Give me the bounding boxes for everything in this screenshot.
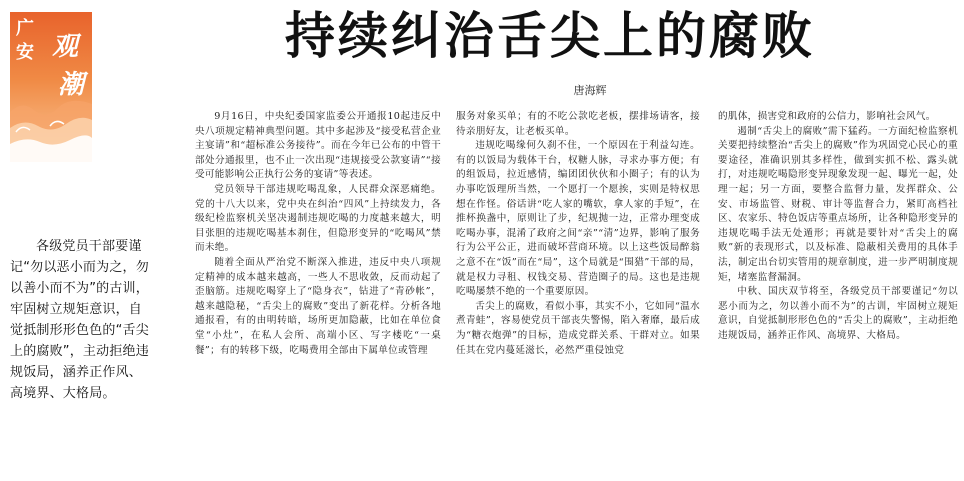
logo-char-2: 安 xyxy=(16,42,34,63)
logo-char-4: 潮 xyxy=(58,70,85,100)
paragraph: 服务对象买单；有的不吃公款吃老板，摆排场请客，接待亲朋好友，让老板买单。 xyxy=(456,111,700,137)
paragraph: 违规吃喝缘何久刹不住，一个原因在于利益勾连。有的以饭局为载体干台，权糖人脉，寻求办事方便；有的组饭局，拉近感情，编团团伙伙和小圈子；有的认为办事吃饭理所当然，一个愿打一个愿挨，实则是特权思想在作怪。俗话讲“吃人家的嘴软，拿人家的手短”，在推杯换盏中，原则让了步，纪规抛一边，正常办理变成吃喝办事，混淆了政府之间“亲”“清”边界，影响了服务行为公平公正，进而破坏营商环境。以上这些饭局醉翁之意不在“饭”而在“局”，这个局就是“围猎”干部的局，就是权力寻租、权钱交易、营造圈子的局。这也是违规吃喝屡禁不绝的一个重要原因。 xyxy=(456,140,700,298)
article-byline: 唐海辉 xyxy=(573,84,607,97)
article-column-2 xyxy=(456,110,700,480)
paragraph: 党员领导干部违规吃喝乱象，人民群众深恶痛绝。党的十八大以来，党中央在纠治“四风”上持续发力，各级纪检监察机关坚决遏制违规吃喝的力度越来越大，明目张胆的违规吃喝基本刹住，但隐形变异的“吃喝风”禁而未绝。 xyxy=(195,183,441,254)
article-column-1 xyxy=(195,110,441,480)
paragraph: 中秋、国庆双节将至，各级党员干部要谨记“勿以恶小而为之，勿以善小而不为”的古训，牢固树立规矩意识，自觉抵制形形色色的“舌尖上的腐败”，主动拒绝违规饭局，涵养正作风、高境界、大格局。 xyxy=(718,286,958,341)
article-headline: 持续纠治舌尖上的腐败 xyxy=(285,6,815,65)
paragraph: 9月16日，中央纪委国家监委公开通报10起违反中央八项规定精神典型问题。其中多起涉及“接受私营企业主宴请”和“超标准公务接待”。而在今年已公布的中管干部处分通报里，也不止一次出现“违规接受公款宴请”“接受可能影响公正执行公务的宴请”等表述。 xyxy=(195,111,441,181)
paragraph: 的肌体，损害党和政府的公信力，影响社会风气。 xyxy=(718,111,936,122)
article-column-3 xyxy=(718,110,958,480)
paragraph: 遏制“舌尖上的腐败”需下猛药。一方面纪检监察机关要把持续整治“舌尖上的腐败”作为巩固党心民心的重要途径，准确识别其多样性，做到实抓不松、露头就打，对违规吃喝隐形变异现象发现一起、曝光一起，处理一起；另一方面，要整合监督力量，发挥群众、公安、市场监管、财税、审计等监督合力，紧盯高档社区、农家乐、特色饭店等重点场所，让各种隐形变异的违规吃喝手法无处遁形；再就是要针对“舌尖上的腐败”新的表现形式，以及标准、隐蔽相关费用的具体手法，制定出台切实管用的规章制度，进一步严明制度规矩，堵塞监督漏洞。 xyxy=(718,125,958,283)
pull-quote-summary: 各级党员干部要谨记“勿以恶小而为之，勿以善小而不为”的古训，牢固树立规矩意识，自觉抵制形形色色的“舌尖上的腐败”，主动拒绝违规饭局，涵养正作风、高境界、大格局。 xyxy=(10,239,149,401)
logo-char-1: 广 xyxy=(16,18,34,39)
paragraph: 舌尖上的腐败，看似小事，其实不小，它如同“温水煮青蛙”，容易使党员干部丧失警惕，陷入奢靡，最后成为“糖衣炮弹”的目标，造成党群关系、干群对立。如果任其在党内蔓延滋长，必然严重侵蚀党 xyxy=(456,300,700,356)
paragraph: 随着全面从严治党不断深入推进，违反中央八项规定精神的成本越来越高，一些人不思收敛，反而动起了歪脑筋。违规吃喝穿上了“隐身衣”，钻进了“青砂帐”，越来越隐秘，“舌尖上的腐败”变出了新花样。分析各地通报看，有的由明转暗，场所更加隐蔽，比如在单位食堂“小灶”，在私人会所、高端小区、写字楼吃“一桌餐”；有的转移下级，吃喝费用全部由下属单位或管理 xyxy=(195,256,441,356)
logo-char-3: 观 xyxy=(52,32,79,62)
column-logo xyxy=(10,12,92,162)
